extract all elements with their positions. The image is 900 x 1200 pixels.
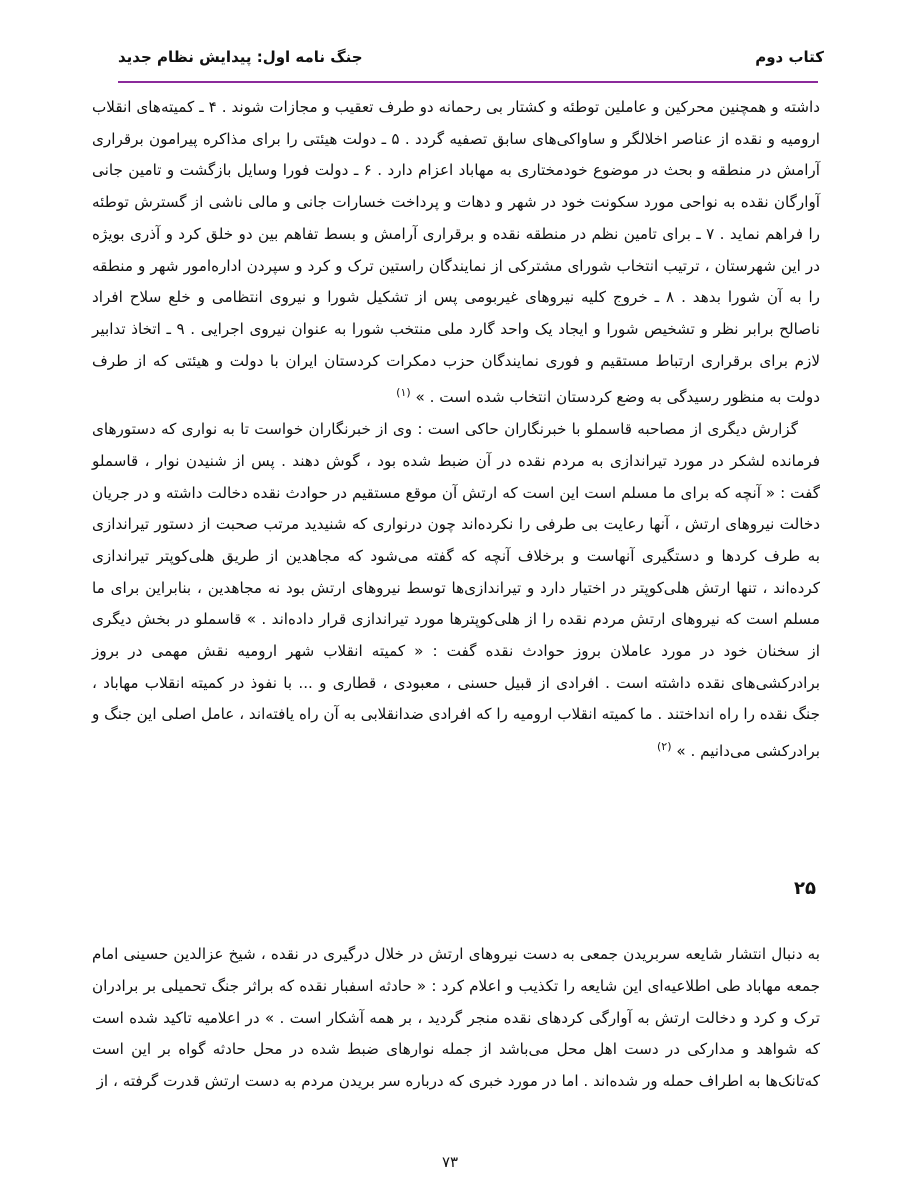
chapter-title: جنگ نامه اول: پیدایش نظام جدید xyxy=(118,48,363,66)
paragraph xyxy=(92,414,820,768)
paragraph-text: گزارش دیگری از مصاحبه قاسملو با خبرنگاران حاکی است : وی از خبرنگاران خواست تا به نواری که دستورهای فرمانده لشکر در مورد تیراندازی به مردم نقده در آن ضبط شده بود ، گوش دهند . پس از شنیدن نوار ، قاسملو گفت : « آنچه که برای ما مسلم است این است که ارتش آن موقع مستقیم در حوادث نقده دخالت داشته و در جریان دخالت نیروهای ارتش ، آنها رعایت بی طرفی را نکرده‌اند چون درنواری که شنیدید مرتب صحبت از دستور تیراندازی به طرف کردها و دستگیری آنهاست و برخلاف آنچه که گفته می‌شود که مجاهدین از طریق هلی‌کوپتر تیراندازی کرده‌اند ، تنها ارتش هلی‌کوپتر در اختیار دارد و تیراندازی‌ها توسط نیروهای ارتش بود نه مجاهدین ، بنابراین برای ما مسلم است که نیروهای ارتش مردم نقده را از هلی‌کوپترها مورد تیراندازی قرار داده‌اند . » قاسملو در بخش دیگری از سخنان خود در مورد عاملان بروز حوادث نقده گفت : « کمیته انقلاب شهر ارومیه نقش مهمی در بروز برادرکشی‌های نقده داشته است . افرادی از قبیل حسنی ، معبودی ، قطاری و ... با نفوذ در کمیته انقلاب مهاباد ، جنگ نقده را راه انداختند . ما کمیته انقلاب ارومیه را که افرادی ضدانقلابی به آن راه یافته‌اند ، عامل اصلی این جنگ و برادرکشی می‌دانیم . » xyxy=(92,420,820,761)
section-text xyxy=(92,924,820,1113)
header-divider xyxy=(118,81,818,83)
page-number: ۷۳ xyxy=(441,1153,459,1171)
paragraph xyxy=(92,92,820,414)
paragraph-text: داشته و همچنین محرکین و عاملین توطئه و کشتار بی رحمانه دو طرف تعقیب و مجازات شوند . ۴ ـ کمیته‌های انقلاب ارومیه و نقده از عناصر اخلالگر و ساواکی‌های سابق تصفیه گردد . ۵ ـ دولت هیئتی را برای مذاکره پیرامون برقراری آرامش در منطقه و بحث در موضوع خودمختاری به مهاباد اعزام دارد . ۶ ـ دولت فورا وسایل بازگشت و تامین جانی آوارگان نقده به نواحی مورد سکونت خود در شهر و دهات و پرداخت خسارات جانی و مالی ناشی از گسترش توطئه را فراهم نماید . ۷ ـ برای تامین نظم در منطقه نقده و برقراری آرامش و بسط تفاهم بین دو خلق کرد و آذری بویژه در این شهرستان ، ترتیب انتخاب شورای مشترکی از نمایندگان راستین ترک و کرد و سپردن اداره‌امور شهر و منطقه را به آن شورا بدهد . ۸ ـ خروج کلیه نیروهای غیربومی پس از تشکیل شورا و نیروی انتظامی و خلع سلاح افراد ناصالح برابر نظر و تشخیص شورا و ایجاد یک واحد گارد ملی منتخب شورا به عنوان نیروی اجرایی . ۹ ـ اتخاذ تدابیر لازم برای برقراری ارتباط مستقیم و فوری نمایندگان حزب دمکرات کردستان ایران با دولت و هیئتی که از طرف دولت به منظور رسیدگی به وضع کردستان انتخاب شده است . » xyxy=(92,98,820,407)
book-title: کتاب دوم xyxy=(755,48,824,66)
footnote-ref: (۲) xyxy=(656,740,672,754)
paragraph: به دنبال انتشار شایعه سربریدن جمعی به دست نیروهای ارتش در خلال درگیری در نقده ، شیخ عزالدین حسینی امام جمعه مهاباد طی اطلاعیه‌ای این شایعه را تکذیب و اعلام کرد : « حادثه اسفبار نقده که براثر جنگ تحمیلی بر برادران ترک و کرد و دخالت ارتش به آوارگی کردهای نقده منجر گردید ، بر همه آشکار است . » در اعلامیه تاکید شده است که شواهد و مدارکی در دست اهل محل می‌باشد از جمله نوارهای ضبط شده در محل حادثه گواه بر این است که‌تانک‌ها به اطراف حمله ور شده‌اند . اما در مورد خبری که درباره سر بریدن مردم به دست ارتش قدرت گرفته ، از xyxy=(92,945,820,1090)
running-header xyxy=(118,48,824,72)
section-number: ۲۵ xyxy=(794,878,816,899)
main-text xyxy=(92,92,820,768)
footnote-ref: (۱) xyxy=(396,386,411,400)
